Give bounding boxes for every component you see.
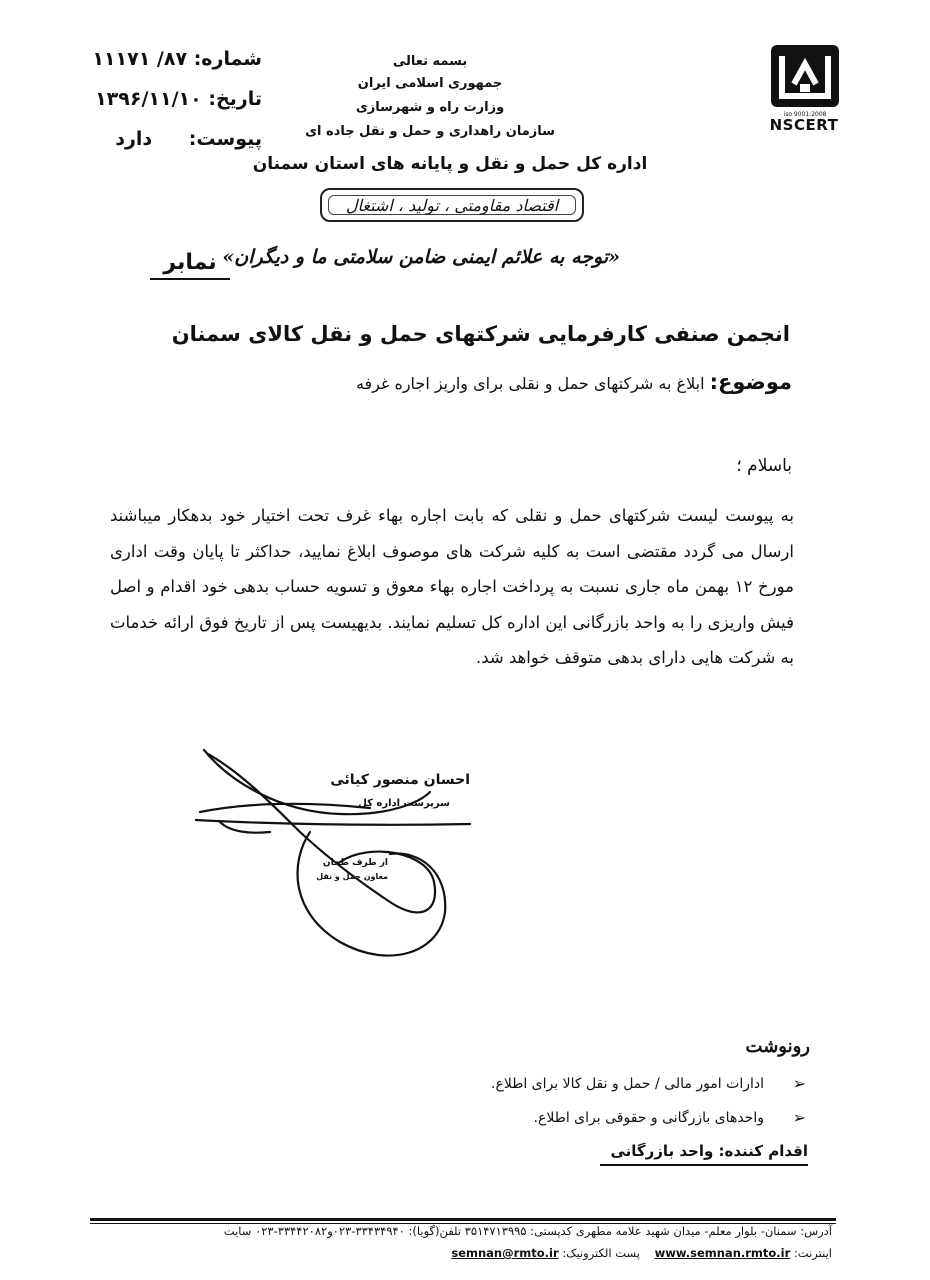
letter-number-value: ۸۷/ ۱۱۱۷۱: [92, 48, 188, 70]
signatory-title: سرپرست اداره کل: [358, 798, 450, 809]
brand-name: NSCERT: [769, 116, 839, 134]
safety-motto: «توجه به علائم ایمنی ضامن سلامتی ما و دیگران»: [222, 246, 620, 268]
letter-number-label: شماره:: [193, 48, 262, 70]
cc-item-text: واحدهای بازرگانی و حقوقی برای اطلاع.: [533, 1110, 764, 1126]
ministry-name: وزارت راه و شهرسازی: [355, 100, 505, 115]
subject-text: ابلاغ به شرکتهای حمل و نقلی برای واریز اجاره غرفه: [355, 374, 705, 393]
basmala: بسمه تعالی: [392, 54, 468, 69]
subject: [200, 370, 792, 394]
republic-name: جمهوری اسلامی ایران: [357, 76, 503, 91]
checkmark-arrow-icon: ➢: [792, 1108, 806, 1127]
checkmark-arrow-icon: ➢: [792, 1074, 806, 1093]
action-underline: [600, 1164, 808, 1166]
attachment-label: پیوست:: [188, 128, 262, 150]
letter-body: به پیوست لیست شرکتهای حمل و نقلی که بابت اجاره بهاء غرف تحت اختیار خود بدهکار میباشند ارسال می گردد مقتضی است به کلیه شرکت های موصوف ابلاغ نمایید، حداکثر تا پایان وقت اداری مورخ ۱۲ بهمن ماه جاری نسبت به پرداخت اجاره بهاء معوق و تسویه حساب بدهی خود اقدام و اصل فیش واریزی را به واحد بازرگانی این اداره کل تسلیم نمایند. بدیهیست پس از تاریخ فوق ارائه خدمات به شرکت هایی دارای بدهی متوقف خواهد شد.: [110, 506, 794, 667]
email-label: پست الکترونیک:: [562, 1246, 640, 1260]
signatory-name: احسان منصور کیائی: [330, 772, 470, 788]
deputy-role: معاون حمل و نقل: [316, 872, 388, 881]
action-unit: اقدام کننده: واحد بازرگانی: [610, 1142, 808, 1160]
iso-mark: iso 9001:2008: [783, 111, 827, 118]
slogan-frame: [320, 188, 584, 222]
fax-label: نمابر: [150, 250, 230, 280]
website-link[interactable]: www.semnan.rmto.ir: [654, 1246, 791, 1260]
cc-heading: رونوشت: [745, 1036, 810, 1057]
footer-contacts: [96, 1246, 832, 1260]
email-link[interactable]: semnan@rmto.ir: [451, 1246, 559, 1260]
letter-date-label: تاریخ:: [208, 88, 262, 110]
attachment-value: دارد: [115, 128, 153, 150]
greeting: باسلام ؛: [736, 456, 792, 476]
recipient: انجمن صنفی کارفرمایی شرکتهای حمل و نقل کالای سمنان: [171, 322, 790, 346]
cc-item-text: ادارات امور مالی / حمل و نقل کالا برای اطلاع.: [491, 1076, 764, 1092]
subject-label: موضوع:: [709, 370, 792, 394]
on-behalf-note: از طرف طحان: [322, 858, 388, 868]
internet-label: اینترنت:: [793, 1246, 832, 1260]
department-name: اداره کل حمل و نقل و پایانه های استان سمنان: [252, 154, 648, 174]
organization-logo: [770, 44, 840, 108]
letter-date-value: ۱۳۹۶/۱۱/۱۰: [95, 88, 202, 110]
footer-rule: [90, 1218, 836, 1221]
footer-address: آدرس: سمنان- بلوار معلم- میدان شهید علامه مطهری کدپستی: ۳۵۱۴۷۱۳۹۹۵ تلفن(گویا): ۳۳۴۳۴۹۴۰-۰۲۳و۳۳۴۴۲۰۸۲-۰۲۳ سایت: [223, 1224, 832, 1238]
slogan: اقتصاد مقاومتی ، تولید ، اشتغال: [345, 196, 559, 215]
organization-name: سازمان راهداری و حمل و نقل جاده ای: [305, 124, 555, 139]
